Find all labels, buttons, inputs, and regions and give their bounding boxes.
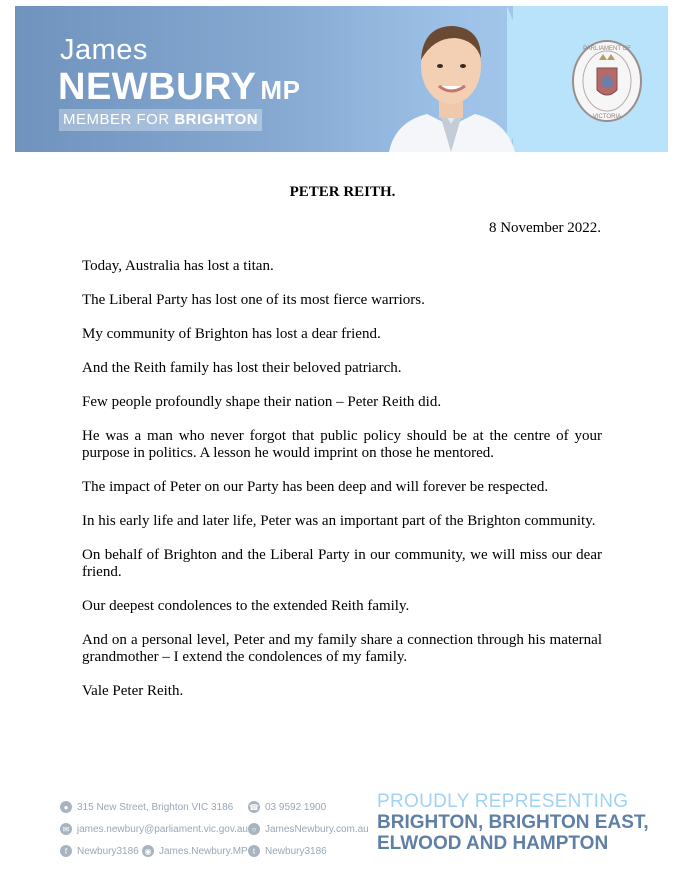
footer-address — [60, 801, 248, 813]
paragraph: Few people profoundly shape their nation – Peter Reith did. — [82, 394, 442, 410]
website-text[interactable]: JamesNewbury.com.au — [265, 823, 369, 835]
twitter-icon: t — [248, 845, 260, 857]
header-banner — [15, 6, 668, 152]
footer-instagram[interactable] — [142, 845, 248, 857]
mp-first-name: James — [60, 34, 148, 66]
document-date: 8 November 2022. — [488, 220, 601, 236]
globe-icon: ○ — [248, 823, 260, 835]
footer-email[interactable] — [60, 823, 248, 835]
twitter-text[interactable]: Newbury3186 — [265, 845, 327, 857]
paragraph: In his early life and later life, Peter was an important part of the Brighton community. — [82, 513, 596, 529]
location-pin-icon: ● — [60, 801, 72, 813]
tagline-line-1: BRIGHTON, BRIGHTON EAST, — [377, 812, 649, 833]
member-for-badge — [59, 109, 262, 131]
footer-contacts — [60, 796, 370, 862]
address-text: 315 New Street, Brighton VIC 3186 — [77, 801, 234, 813]
document-body — [82, 258, 602, 717]
footer-tagline — [377, 792, 649, 854]
paragraph: On behalf of Brighton and the Liberal Party in our community, we will miss our dear friend. — [82, 547, 602, 580]
email-text[interactable]: james.newbury@parliament.vic.gov.au — [76, 823, 248, 835]
paragraph: Today, Australia has lost a titan. — [82, 258, 274, 274]
footer-twitter[interactable] — [248, 845, 327, 857]
facebook-icon: f — [60, 845, 72, 857]
instagram-icon: ◉ — [142, 845, 154, 857]
paragraph: The Liberal Party has lost one of its most fierce warriors. — [82, 292, 425, 308]
mp-last-name: NEWBURY — [58, 66, 257, 108]
phone-icon: ☎ — [249, 802, 259, 812]
facebook-text[interactable]: Newbury3186 — [77, 845, 139, 857]
paragraph: Our deepest condolences to the extended Reith family. — [82, 598, 410, 614]
paragraph: My community of Brighton has lost a dear friend. — [82, 326, 381, 342]
parliament-seal-icon — [571, 38, 643, 124]
tagline-top: PROUDLY REPRESENTING — [377, 791, 629, 812]
member-for-place: BRIGHTON — [174, 111, 259, 128]
member-for-prefix: MEMBER FOR — [63, 111, 175, 128]
mp-suffix: MP — [260, 75, 301, 105]
paragraph: Vale Peter Reith. — [82, 683, 184, 699]
document-title: PETER REITH. — [289, 184, 396, 200]
paragraph: And on a personal level, Peter and my family share a connection through his maternal grandmother – I extend the condolences of my family. — [82, 632, 602, 665]
footer-phone — [248, 801, 326, 813]
paragraph: And the Reith family has lost their beloved patriarch. — [82, 360, 402, 376]
paragraph: He was a man who never forgot that public policy should be at the centre of your purpose in politics. A lesson he would imprint on those he mentored. — [82, 428, 602, 461]
mp-last-name-block — [58, 66, 300, 109]
seal-text-bottom: VICTORIA — [592, 114, 622, 120]
portrait-photo — [375, 14, 527, 152]
instagram-text[interactable]: James.Newbury.MP — [159, 845, 248, 857]
tagline-line-2: ELWOOD AND HAMPTON — [377, 833, 609, 854]
phone-text: 03 9592 1900 — [265, 801, 327, 813]
footer-website[interactable] — [248, 823, 369, 835]
seal-text-top: PARLIAMENT OF — [583, 46, 631, 52]
email-icon: ✉ — [60, 823, 72, 835]
paragraph: The impact of Peter on our Party has been deep and will forever be respected. — [82, 479, 549, 495]
footer-facebook[interactable] — [60, 845, 142, 857]
